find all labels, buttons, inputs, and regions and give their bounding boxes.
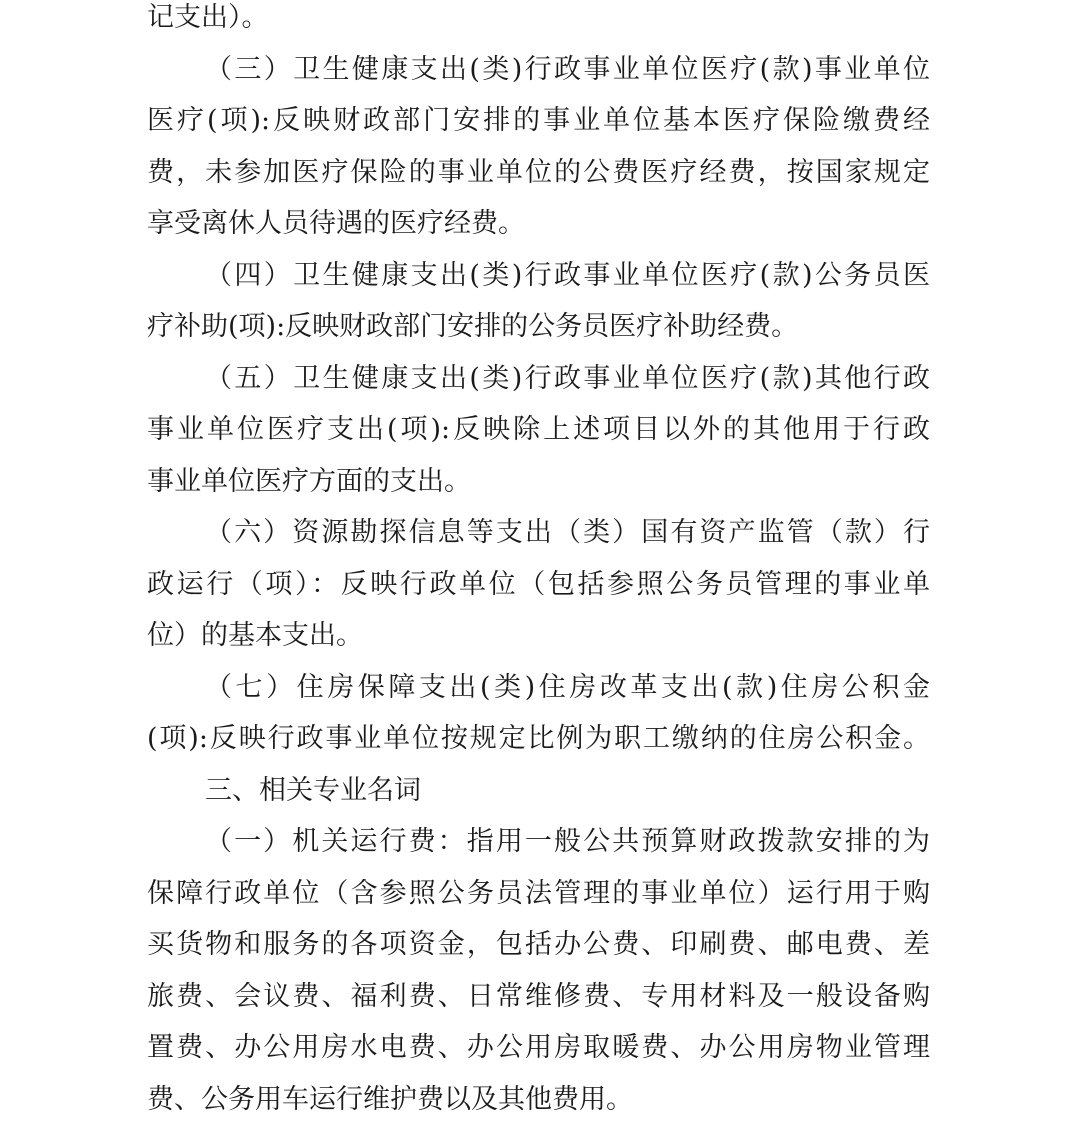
text-line: 买货物和服务的各项资金，包括办公费、印刷费、邮电费、差 bbox=[147, 919, 930, 971]
text-line: （一）机关运行费：指用一般公共预算财政拨款安排的为 bbox=[147, 816, 930, 868]
text-line: 记支出）。 bbox=[147, 0, 930, 44]
text-line: （四）卫生健康支出(类)行政事业单位医疗(款)公务员医 bbox=[147, 250, 930, 302]
text-line: （七）住房保障支出(类)住房改革支出(款)住房公积金 bbox=[147, 662, 930, 714]
section-heading: 三、相关专业名词 bbox=[147, 765, 930, 817]
text-line: 政运行（项）：反映行政单位（包括参照公务员管理的事业单 bbox=[147, 559, 930, 611]
text-line: (项):反映行政事业单位按规定比例为职工缴纳的住房公积金。 bbox=[147, 713, 930, 765]
text-line: 保障行政单位（含参照公务员法管理的事业单位）运行用于购 bbox=[147, 868, 930, 920]
text-line: 费，未参加医疗保险的事业单位的公费医疗经费，按国家规定 bbox=[147, 147, 930, 199]
text-line: 旅费、会议费、福利费、日常维修费、专用材料及一般设备购 bbox=[147, 971, 930, 1023]
text-line: （六）资源勘探信息等支出（类）国有资产监管（款）行 bbox=[147, 507, 930, 559]
text-line: 费、公务用车运行维护费以及其他费用。 bbox=[147, 1074, 930, 1125]
document-body bbox=[147, 0, 930, 1125]
text-line: 置费、办公用房水电费、办公用房取暖费、办公用房物业管理 bbox=[147, 1022, 930, 1074]
text-line: 疗补助(项):反映财政部门安排的公务员医疗补助经费。 bbox=[147, 301, 930, 353]
text-line: 享受离休人员待遇的医疗经费。 bbox=[147, 198, 930, 250]
text-line: 事业单位医疗方面的支出。 bbox=[147, 456, 930, 508]
text-line: （五）卫生健康支出(类)行政事业单位医疗(款)其他行政 bbox=[147, 353, 930, 405]
text-line: 位）的基本支出。 bbox=[147, 610, 930, 662]
text-line: （三）卫生健康支出(类)行政事业单位医疗(款)事业单位 bbox=[147, 44, 930, 96]
text-line: 事业单位医疗支出(项):反映除上述项目以外的其他用于行政 bbox=[147, 404, 930, 456]
text-line: 医疗(项):反映财政部门安排的事业单位基本医疗保险缴费经 bbox=[147, 95, 930, 147]
